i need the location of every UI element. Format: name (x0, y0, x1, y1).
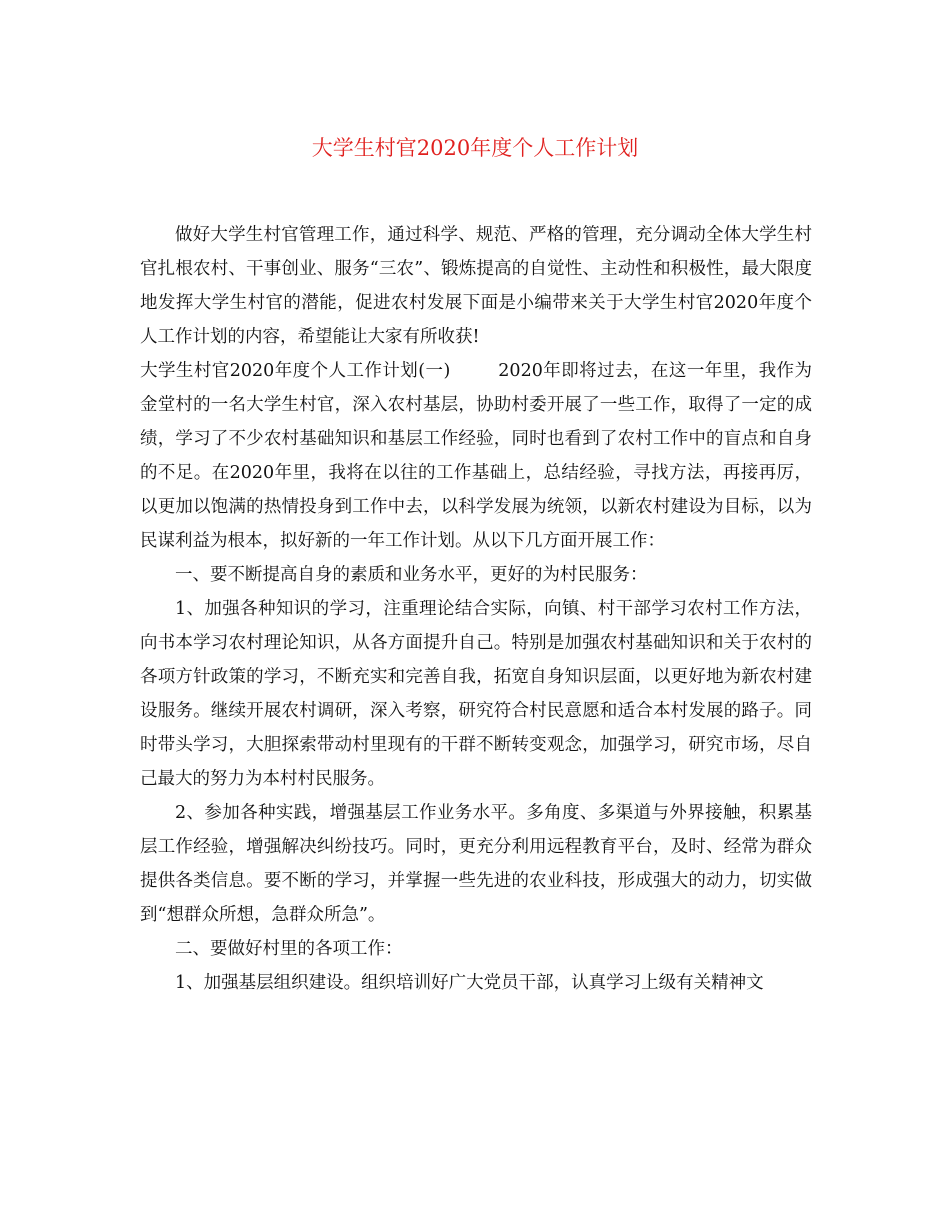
intro-paragraph: 做好大学生村官管理工作，通过科学、规范、严格的管理，充分调动全体大学生村官扎根农村、干事创业、服务“三农”、锻炼提高的自觉性、主动性和积极性，最大限度地发挥大学生村官的潜能，促进农村发展下面是小编带来关于大学生村官2020年度个人工作计划的内容，希望能让大家有所收获! (140, 225, 812, 347)
section-1-body: 2020年即将过去，在这一年里，我作为金堂村的一名大学生村官，深入农村基层，协助村委开展了一些工作，取得了一定的成绩，学习了不少农村基础知识和基层工作经验，同时也看到了农村工作中的盲点和自身的不足。在2020年里，我将在以往的工作基础上，总结经验，寻找方法，再接再厉，以更加以饱满的热情投身到工作中去，以科学发展为统领，以新农村建设为目标，以为民谋利益为根本，拟好新的一年工作计划。从以下几方面开展工作： (140, 361, 812, 551)
document-body (140, 218, 812, 1000)
section-1-paragraph (140, 354, 812, 558)
section-1-heading: 大学生村官2020年度个人工作计划(一) (140, 361, 451, 381)
point-1-heading: 一、要不断提高自身的素质和业务水平，更好的为村民服务： (175, 565, 648, 585)
point-1-2-paragraph: 2、参加各种实践，增强基层工作业务水平。多角度、多渠道与外界接触，积累基层工作经验，增强解决纠纷技巧。同时，更充分利用远程教育平台，及时、经常为群众提供各类信息。要不断的学习，并掌握一些先进的农业科技，形成强大的动力，切实做到“想群众所想，急群众所急”。 (140, 803, 812, 925)
point-2-heading: 二、要做好村里的各项工作： (175, 939, 403, 959)
document-title: 大学生村官2020年度个人工作计划 (311, 136, 639, 160)
point-1-1-paragraph: 1、加强各种知识的学习，注重理论结合实际，向镇、村干部学习农村工作方法，向书本学习农村理论知识，从各方面提升自己。特别是加强农村基础知识和关于农村的各项方针政策的学习，不断充实和完善自我，拓宽自身知识层面，以更好地为新农村建设服务。继续开展农村调研，深入考察，研究符合村民意愿和适合本村发展的路子。同时带头学习，大胆探索带动村里现有的干群不断转变观念，加强学习，研究市场，尽自己最大的努力为本村村民服务。 (140, 599, 812, 789)
point-2-1-paragraph: 1、加强基层组织建设。组织培训好广大党员干部，认真学习上级有关精神文 (175, 973, 764, 993)
